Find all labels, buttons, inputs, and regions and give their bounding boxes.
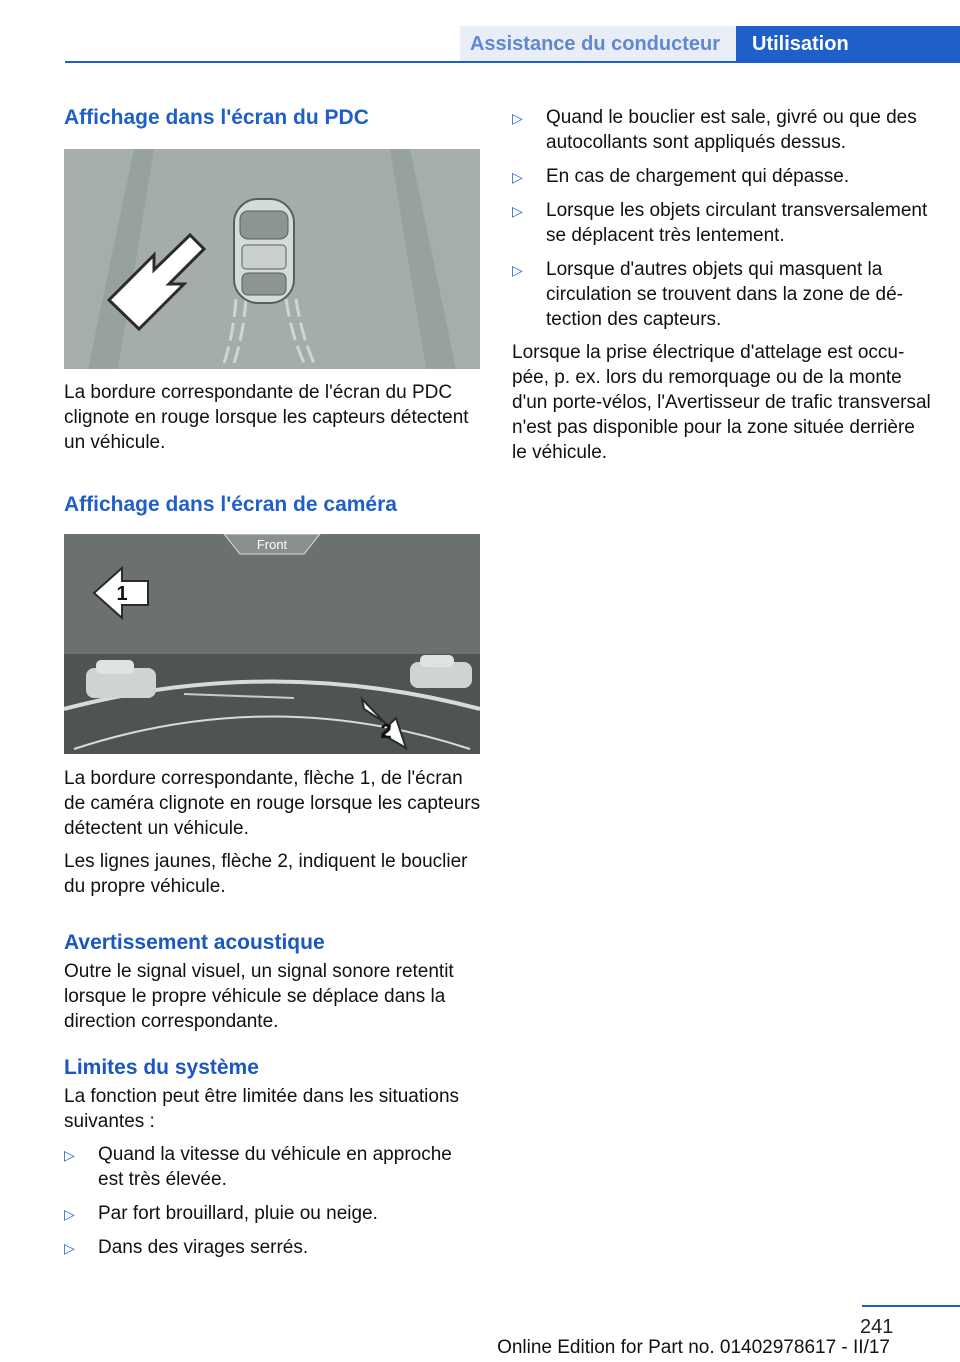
acoustic-heading: Avertissement acoustique [64,931,325,954]
limits-text: La fonction peut être limitée dans les situations suivantes : [64,1086,460,1132]
arrow-1-label: 1 [116,583,128,605]
list-item: ▷ Quand la vitesse du véhicule en approche est très élevée. [64,1144,452,1190]
arrow-2-label: 2 [380,721,392,743]
footer-rule [862,1305,960,1307]
list-item: ▷ Par fort brouillard, pluie ou neige. [64,1201,482,1226]
header-rule [65,61,960,63]
pdc-heading: Affichage dans l'écran du PDC [64,106,369,129]
right-list [512,105,932,332]
list-item: ▷ Quand le bouclier est sale, givré ou que des autocollants sont appliqués dessus. [512,107,917,153]
triangle-right-icon: ▷ [512,110,523,126]
camera-text-1: La bordure correspondante, flèche 1, de l'écran de caméra clignote en rouge lorsque les capteurs détectent un véhicule. [64,768,481,839]
camera-display-image [64,534,480,754]
pdc-text: La bordure correspondante de l'écran du PDC clignote en rouge lorsque les capteurs détectent un véhicule. [64,382,469,453]
acoustic-text: Outre le signal visuel, un signal sonore retentit lorsque le propre véhicule se déplace dans la direction correspondante. [64,961,454,1032]
triangle-right-icon: ▷ [64,1206,75,1222]
camera-text-2: Les lignes jaunes, flèche 2, indiquent le bouclier du propre véhicule. [64,851,468,897]
list-item: ▷ Lorsque d'autres objets qui masquent la circulation se trouvent dans la zone de détection des capteurs. [512,259,903,330]
left-column [64,100,482,1260]
camera-screen-illustration [64,534,480,754]
page-number: 241 [860,1316,894,1338]
edition-footer: Online Edition for Part no. 01402978617 - II/17 [497,1337,890,1358]
pdc-display-image [64,149,480,369]
triangle-right-icon: ▷ [64,1240,75,1256]
limits-list [64,1142,482,1260]
pdc-screen-illustration [64,149,480,369]
list-item: ▷ En cas de chargement qui dépasse. [512,164,932,189]
triangle-right-icon: ▷ [512,169,523,185]
header-chapter-tab: Utilisation [736,26,960,62]
triangle-right-icon: ▷ [512,262,523,278]
right-column [512,105,932,465]
limits-heading: Limites du système [64,1056,259,1079]
camera-heading: Affichage dans l'écran de caméra [64,493,397,516]
closing-text: Lorsque la prise électrique d'attelage est occupée, p. ex. lors du remorquage ou de la monte d'un porte-vélos, l'Avertisseur de trafic transversal n'est pas disponible pour la zone située derrière le véhicule. [512,342,931,463]
triangle-right-icon: ▷ [64,1147,75,1163]
camera-front-label: Front [256,537,288,552]
header-section-title: Assistance du conducteur [460,26,736,62]
list-item: ▷ Lorsque les objets circulant transversalement se déplacent très lentement. [512,200,928,246]
triangle-right-icon: ▷ [512,203,523,219]
list-item: ▷ Dans des virages serrés. [64,1235,482,1260]
